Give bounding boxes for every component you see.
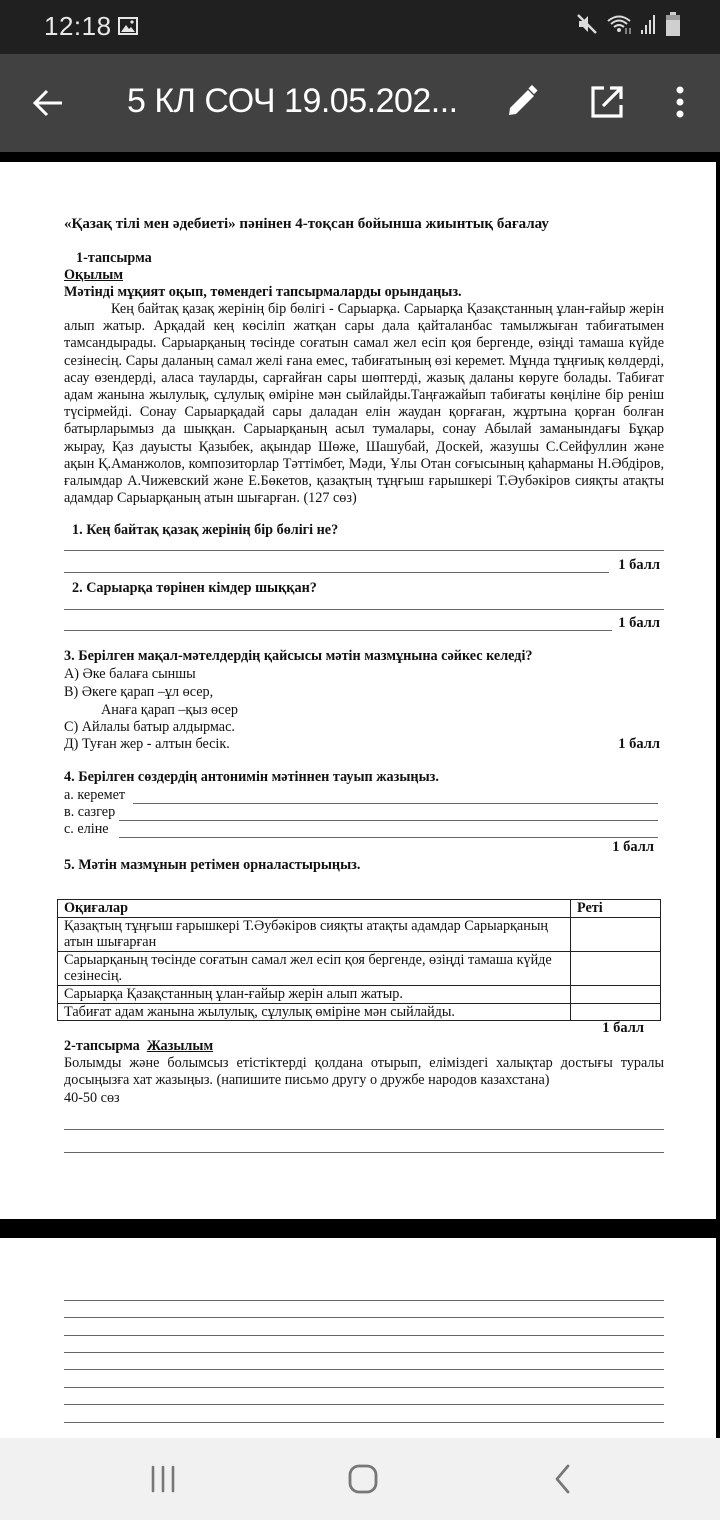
question-5: 5. Мәтін мазмұнын ретімен орналастырыңыз. bbox=[64, 857, 361, 873]
order-cell[interactable] bbox=[571, 917, 661, 951]
document-title: 5 КЛ СОЧ 19.05.202... bbox=[127, 82, 458, 120]
option-c: С) Айлалы батыр алдырмас. bbox=[64, 719, 235, 735]
answer-line[interactable] bbox=[64, 1369, 664, 1370]
answer-line[interactable] bbox=[64, 1335, 664, 1336]
battery-icon bbox=[666, 12, 680, 41]
score-label: 1 балл bbox=[612, 839, 654, 855]
question-3: 3. Берілген мақал-мәтелдердің қайсысы мәтін мазмұнына сәйкес келеді? bbox=[64, 648, 533, 664]
antonym-item-a: а. керемет bbox=[64, 787, 126, 803]
question-2: 2. Сарыарқа төрінен кімдер шыққан? bbox=[72, 580, 317, 596]
task2-section: Жазылым bbox=[146, 1038, 214, 1054]
option-a: А) Әке балаға сыншы bbox=[64, 666, 196, 682]
recent-apps-button[interactable] bbox=[133, 1458, 193, 1500]
order-cell[interactable] bbox=[571, 1003, 661, 1021]
document-page-1 bbox=[0, 162, 716, 1219]
task1-section: Оқылым bbox=[64, 267, 123, 283]
answer-line[interactable] bbox=[64, 1152, 664, 1153]
recent-apps-icon bbox=[148, 1464, 178, 1494]
event-text: Сарыарқа Қазақстанның ұлан-ғайыр жерін алып жатыр. bbox=[58, 985, 571, 1003]
answer-line[interactable] bbox=[64, 1129, 664, 1130]
app-bar bbox=[0, 54, 720, 152]
home-button[interactable] bbox=[333, 1458, 393, 1500]
antonym-item-b: в. сазгер bbox=[64, 804, 116, 820]
table-row bbox=[58, 951, 661, 985]
table-row bbox=[58, 917, 661, 951]
option-b: В) Әкеге қарап –ұл өсер, bbox=[64, 684, 214, 700]
score-label: 1 балл bbox=[618, 736, 660, 752]
task2-heading bbox=[64, 1038, 664, 1055]
task1-label: 1-тапсырма bbox=[76, 250, 152, 266]
wifi-icon bbox=[606, 13, 632, 40]
open-external-button[interactable] bbox=[585, 80, 629, 124]
task1-instruction: Мәтінді мұқият оқып, төмендегі тапсырмаларды орындаңыз. bbox=[64, 284, 462, 300]
table-row bbox=[58, 985, 661, 1003]
score-label: 1 балл bbox=[602, 1020, 644, 1036]
answer-line[interactable] bbox=[119, 837, 658, 838]
event-text: Сарыарқаның төсінде соғатын самал жел есіп қоя бергенде, өзіңді тамаша күйде сезінесің. bbox=[58, 951, 571, 985]
answer-line[interactable] bbox=[64, 1352, 664, 1353]
back-icon bbox=[552, 1463, 574, 1495]
table-row bbox=[58, 1003, 661, 1021]
option-d: Д) Туған жер - алтын бесік. bbox=[64, 736, 230, 752]
table-header-row bbox=[58, 900, 661, 918]
task2-label: 2-тапсырма bbox=[64, 1038, 140, 1054]
reading-text: Кең байтақ қазақ жерінің бір бөлігі - Сарыарқа. Сарыарқа Қазақстанның ұлан-ғайыр жерін алып жатыр. Арқадай кең көсіліп жатқан сары дала қайталанбас тамылжыған табиғатымен тамсандырады. Сарыарқаның төсінде соғатын самал жел есіп қоя бергенде, өзіңді тамаша күйде сезінесің. Сары даланың самал желі ғана емес, табиғатының өзі керемет. Мұнда тұңғиық көлдерді, асау өзендерді, аласа тауларды, сарғайған сары шөптерді, жазық даланы көруге болады. Табиғат адам жанына жылулық, сұлулық өміріне мән сыйлайды.Таңғажайып табиғаты көңіліне бір реніш түсірмейді. Сонау Сарыарқадай сары даладан елін жаудан қорғаған, жұртына қорған болған батырларымыз да шыққан. Сарыарқаның асыл тумалары, сонау Абылай заманындағы Бұқар жырау, Қаз дауысты Қазыбек, ақындар Шөже, Шашубай, Доскей, жазушы С.Сейфуллин және ақын Қ.Аманжолов, композиторлар Тәттімбет, Мәди, Ұлы Отан соғысының қаһарманы Н.Әбдіров, ғалымдар А.Чижевский және Е.Бөкетов, қазақтың тұңғыш ғарышкері Т.Әубәкіров сияқты атақты адамдар Сарыарқаның атын шығарған. (127 сөз) bbox=[64, 301, 664, 507]
open-external-icon bbox=[590, 85, 624, 119]
answer-line[interactable] bbox=[64, 1300, 664, 1301]
signal-icon bbox=[640, 13, 658, 40]
navigation-bar bbox=[0, 1438, 720, 1520]
answer-line[interactable] bbox=[64, 1422, 664, 1423]
back-button[interactable] bbox=[26, 83, 70, 123]
home-icon bbox=[347, 1463, 379, 1495]
event-text: Табиғат адам жанына жылулық, сұлулық өміріне мән сыйлайды. bbox=[58, 1003, 571, 1021]
answer-line[interactable] bbox=[64, 550, 664, 551]
antonym-item-c: с. еліне bbox=[64, 821, 109, 837]
answer-line[interactable] bbox=[64, 572, 609, 573]
question-4: 4. Берілген сөздердің антонимін мәтіннен тауып жазыңыз. bbox=[64, 769, 439, 785]
arrow-left-icon bbox=[32, 89, 64, 117]
more-vert-icon bbox=[675, 86, 685, 118]
status-icons bbox=[576, 13, 680, 39]
answer-line[interactable] bbox=[64, 1404, 664, 1405]
table-header-events: Оқиғалар bbox=[58, 900, 571, 918]
option-b-continued: Анаға қарап –қыз өсер bbox=[101, 702, 238, 718]
answer-line[interactable] bbox=[64, 1317, 664, 1318]
score-label: 1 балл bbox=[618, 615, 660, 631]
events-table bbox=[57, 899, 661, 1021]
table-header-order: Реті bbox=[571, 900, 661, 918]
edit-pencil-icon bbox=[505, 85, 539, 119]
question-1: 1. Кең байтақ қазақ жерінің бір бөлігі не? bbox=[72, 522, 339, 538]
gallery-notification-icon bbox=[118, 17, 138, 35]
order-cell[interactable] bbox=[571, 951, 661, 985]
assessment-title: «Қазақ тілі мен әдебиеті» пәнінен 4-тоқсан бойынша жиынтық бағалау bbox=[64, 216, 549, 232]
answer-line[interactable] bbox=[64, 1387, 664, 1388]
edit-button[interactable] bbox=[500, 80, 544, 124]
mute-icon bbox=[576, 13, 598, 40]
answer-line[interactable] bbox=[64, 630, 612, 631]
order-cell[interactable] bbox=[571, 985, 661, 1003]
event-text: Қазақтың тұңғыш ғарышкері Т.Әубәкіров сияқты атақты адамдар Сарыарқаның атын шығарған bbox=[58, 917, 571, 951]
status-bar bbox=[0, 0, 720, 54]
more-options-button[interactable] bbox=[660, 80, 700, 124]
status-time: 12:18 bbox=[44, 11, 112, 41]
task2-instruction: Болымды және болымсыз етістіктерді қолдана отырып, еліміздегі халықтар достығы туралы досыңызға хат жазыңыз. (напишите письмо другу о дружбе народов казахстана) bbox=[64, 1055, 664, 1089]
task2-word-count: 40-50 сөз bbox=[64, 1090, 120, 1106]
system-back-button[interactable] bbox=[533, 1458, 593, 1500]
score-label: 1 балл bbox=[618, 557, 660, 573]
document-viewer[interactable] bbox=[0, 152, 720, 1438]
document-page-2 bbox=[0, 1238, 716, 1438]
answer-line[interactable] bbox=[64, 609, 664, 610]
